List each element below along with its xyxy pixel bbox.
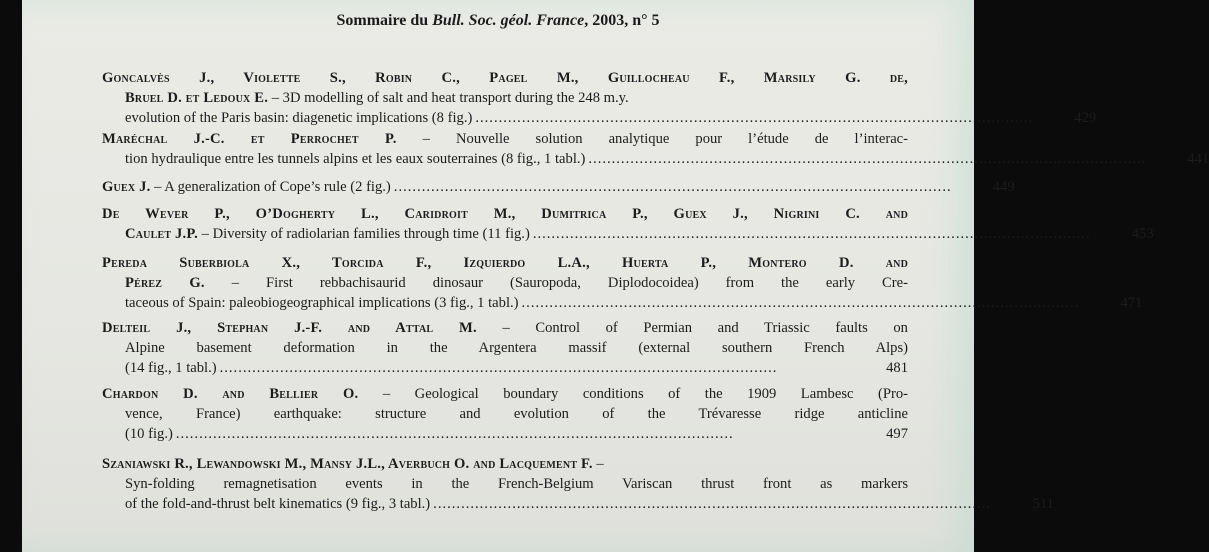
entry-page-number: 481 [886,360,908,376]
dot-leader: ........................................................................................................................ [393,179,952,195]
dot-leader: ........................................................................................................................ [219,360,778,376]
entry-title-cont: evolution of the Paris basin: diagenetic implications (8 fig.) [125,110,473,126]
entry-title: – Geological boundary conditions of the 1909 Lambesc (Pro- [358,386,908,402]
entry-page-number: 441 [1187,151,1209,167]
entry-title-cont: taceous of Spain: paleobiogeographical implications (3 fig., 1 tabl.) [125,295,519,311]
toc-entry [102,68,1097,128]
toc-entry [102,384,908,444]
entry-page-number: 453 [1131,226,1154,242]
entry-title-cont: tion hydraulique entre les tunnels alpins et les eaux souterraines (8 fig., 1 tabl.) [125,151,586,167]
dot-leader: ........................................................................................................................ [433,496,991,512]
entry-title-cont: vence, France) earthquake: structure and evolution of the Trévaresse ridge anticline [125,406,908,422]
entry-authors: Chardon D. and Bellier O. [102,386,359,402]
toc-entry [102,129,1209,169]
entry-authors: Delteil J., Stephan J.-F. and Attal M. [102,320,477,336]
toc-entry [102,454,1054,514]
dot-leader: ........................................................................................................................ [532,226,1091,242]
entry-authors: Pereda Suberbiola X., Torcida F., Izquierdo L.A., Huerta P., Montero D. and [102,255,908,271]
entry-authors: Guex J. [102,179,151,195]
entry-title-cont: (14 fig., 1 tabl.) [125,360,217,376]
entry-authors: Szaniawski R., Lewandowski M., Mansy J.L., Averbuch O. and Lacquement F. [102,456,593,472]
entry-authors-cont: Caulet J.P. [125,226,199,242]
entry-title-cont: Syn-folding remagnetisation events in the French-Belgium Variscan thrust front as markers [125,476,908,492]
dot-leader: ........................................................................................................................ [475,110,1034,126]
entry-page-number: 429 [1074,110,1097,126]
toc-entry [102,204,1154,244]
dot-leader: ........................................................................................................................ [175,426,734,442]
entry-authors-cont: Pérez G. [125,275,205,291]
journal-page [22,0,1209,552]
page-title: Sommaire du Bull. Soc. géol. France, 2003, n° 5 [336,12,660,29]
entry-page-number: 449 [992,179,1015,195]
entry-title: – A generalization of Cope’s rule (2 fig.) [150,179,391,195]
entry-title-cont: Alpine basement deformation in the Argentera massif (external southern French Alps) [125,340,908,356]
entry-page-number: 471 [1120,295,1143,311]
entry-title-cont: (10 fig.) [125,426,173,442]
entry-authors: Goncalvès J., Violette S., Robin C., Pagel M., Guillocheau F., Marsily G. de, [102,70,908,86]
entry-title-cont: of the fold-and-thrust belt kinematics (9 fig., 3 tabl.) [125,496,431,512]
dot-leader: ........................................................................................................................ [588,151,1147,167]
entry-title: – Control of Permian and Triassic faults on [476,320,908,336]
entry-authors-cont: Bruel D. et Ledoux E. [125,90,269,106]
toc-entry [102,253,1143,313]
toc-entry [102,177,1015,197]
entry-authors: De Wever P., O’Dogherty L., Caridroit M., Dumitrica P., Guex J., Nigrini C. and [102,206,909,222]
entry-title: – Diversity of radiolarian families through time (11 fig.) [198,226,530,242]
entry-page-number: 511 [1032,496,1054,512]
entry-title: – [592,456,604,472]
dot-leader: ........................................................................................................................ [521,295,1080,311]
entry-title: – First rebbachisaurid dinosaur (Sauropoda, Diplodocoidea) from the early Cre- [204,275,908,291]
entry-title: – 3D modelling of salt and heat transport during the 248 m.y. [268,90,629,106]
toc-entry [102,318,908,378]
entry-page-number: 497 [886,426,908,442]
entry-title: – Nouvelle solution analytique pour l’étude de l’interac- [396,131,909,147]
entry-authors: Maréchal J.-C. et Perrochet P. [102,131,397,147]
